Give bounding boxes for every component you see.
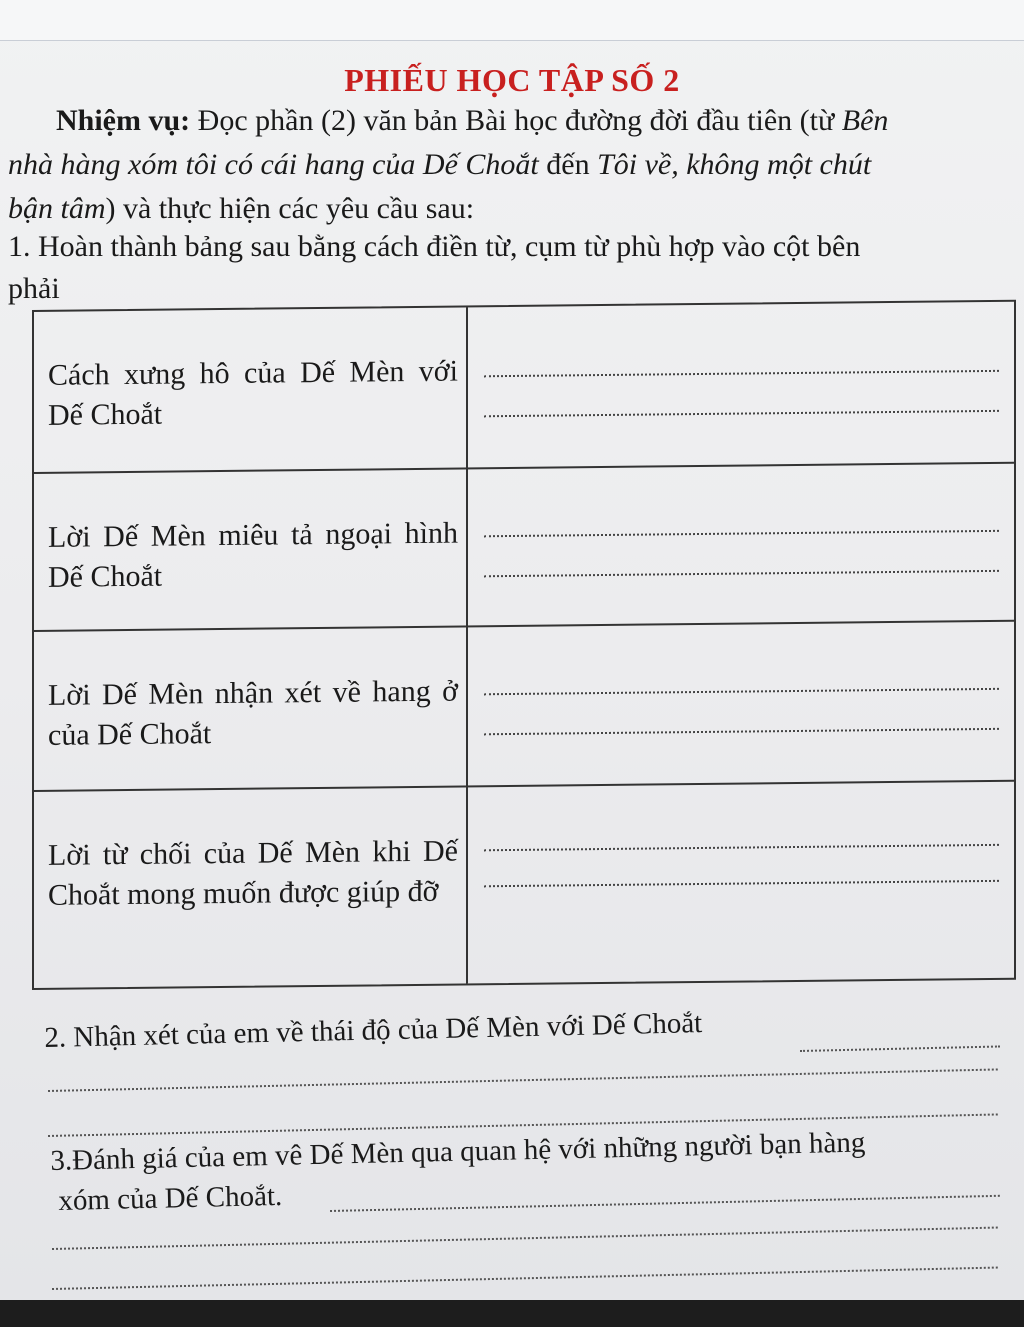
question-1-line-2: phải — [8, 272, 60, 305]
desk-edge — [0, 1300, 1024, 1327]
question-3-line-1: 3.Đánh giá của em vê Dế Mèn qua quan hệ với những người bạn hàng — [50, 1126, 866, 1177]
answer-dotted-line[interactable] — [52, 1227, 998, 1250]
answer-dotted-line[interactable] — [330, 1195, 1000, 1212]
answer-dotted-line[interactable] — [484, 570, 999, 577]
task-text-2b: đến — [538, 148, 598, 181]
task-line-1 — [56, 104, 888, 138]
row-label: Lời từ chối của Dế Mèn khi Dế Choắt mong muốn được giúp đỡ — [48, 834, 458, 912]
answer-dotted-line[interactable] — [484, 880, 999, 887]
question-3-line-2: xóm của Dế Choắt. — [58, 1179, 283, 1217]
answer-dotted-line[interactable] — [484, 530, 999, 537]
worksheet-title: PHIẾU HỌC TẬP SỐ 2 — [344, 62, 680, 98]
answer-dotted-line[interactable] — [800, 1045, 1000, 1052]
answer-table — [32, 300, 1016, 990]
table-row — [34, 782, 1014, 992]
table-row — [34, 464, 1014, 632]
table-row — [34, 622, 1014, 792]
table-row — [34, 302, 1014, 474]
answer-dotted-line[interactable] — [48, 1068, 998, 1092]
top-margin-band — [0, 0, 1024, 41]
task-text-1a: Đọc phần (2) văn bản Bài học đường đời đầu tiên (từ — [190, 104, 842, 137]
question-1-line-1: 1. Hoàn thành bảng sau bằng cách điền từ, cụm từ phù hợp vào cột bên — [8, 230, 861, 263]
answer-dotted-line[interactable] — [484, 844, 999, 851]
row-label: Cách xưng hô của Dế Mèn với Dế Choắt — [48, 354, 458, 432]
answer-dotted-line[interactable] — [484, 370, 999, 377]
task-text-2c: Tôi về, không một chút — [597, 148, 872, 181]
task-text-1b: Bên — [841, 104, 889, 137]
answer-dotted-line[interactable] — [52, 1267, 998, 1290]
row-label: Lời Dế Mèn miêu tả ngoại hình Dế Choắt — [48, 516, 458, 594]
task-line-2 — [8, 148, 871, 182]
task-line-3 — [8, 192, 474, 226]
answer-dotted-line[interactable] — [484, 728, 999, 735]
task-label: Nhiệm vụ: — [56, 104, 191, 137]
answer-dotted-line[interactable] — [484, 410, 999, 417]
row-label: Lời Dế Mèn nhận xét về hang ở của Dế Choắt — [48, 674, 458, 752]
task-text-3b: ) và thực hiện các yêu cầu sau: — [105, 192, 475, 225]
answer-dotted-line[interactable] — [484, 688, 999, 695]
question-2: 2. Nhận xét của em về thái độ của Dế Mèn với Dế Choắt — [44, 1007, 703, 1054]
task-text-3a: bận tâm — [8, 192, 106, 225]
task-text-2a: nhà hàng xóm tôi có cái hang của Dế Choắt — [8, 148, 539, 181]
